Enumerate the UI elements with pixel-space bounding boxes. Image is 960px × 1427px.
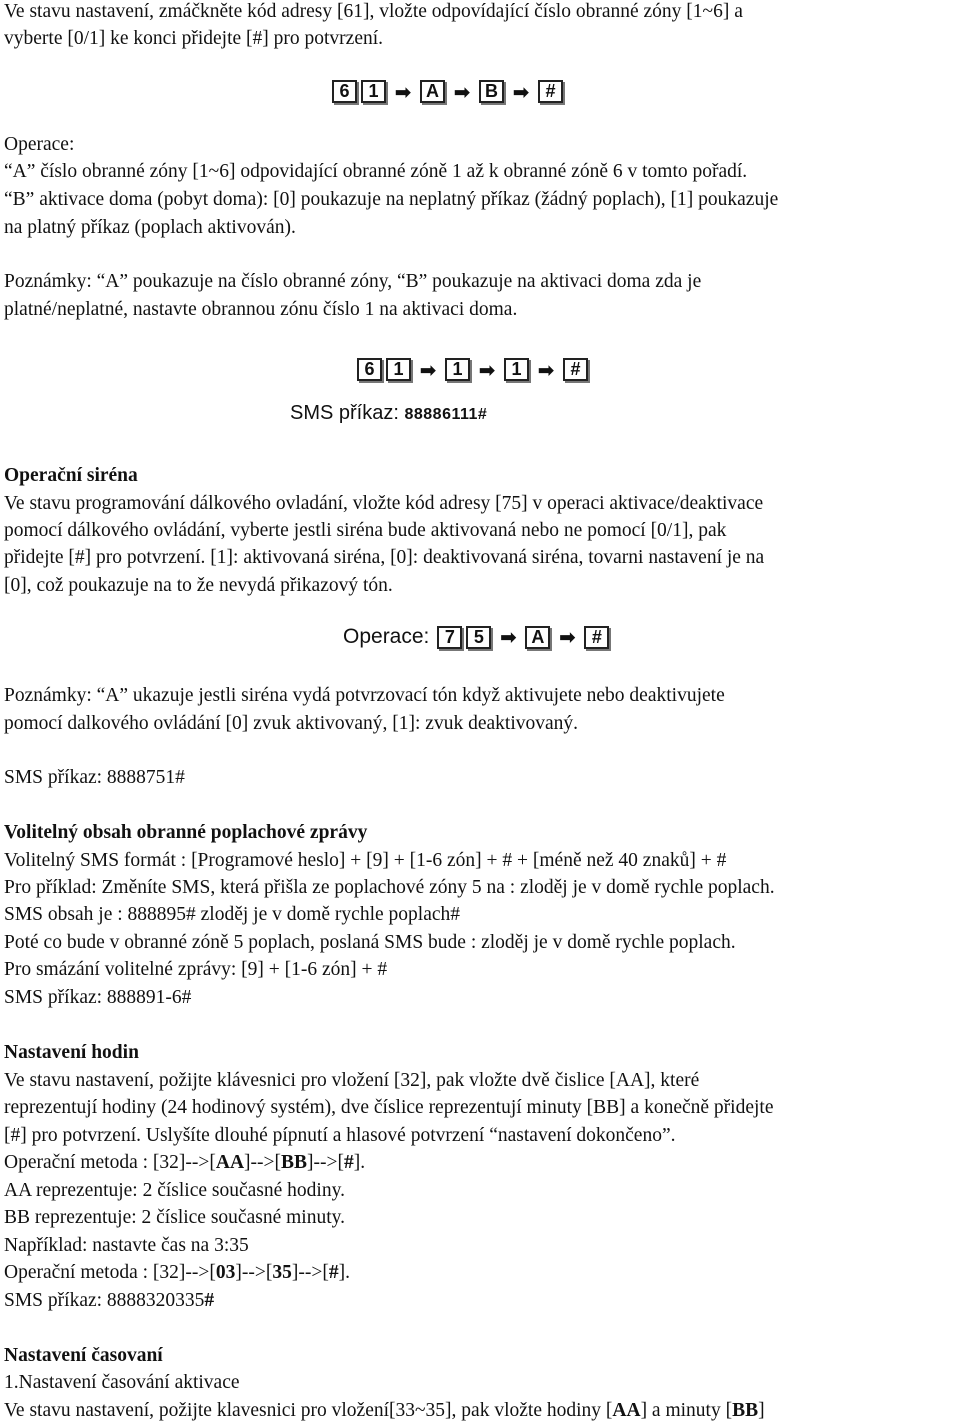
text-line: Operační metoda : [32]-->[03]-->[35]-->[#]. [4, 1262, 350, 1283]
arrow-right-icon: ➡ [512, 79, 530, 104]
text-line: pomocí dalkového ovládání [0] zvuk aktivovaný, [1]: zvuk deaktivovaný. [4, 713, 579, 734]
key-sequence-figure-3 [343, 625, 613, 649]
text-line: Poznámky: “A” ukazuje jestli siréna vydá potvrzovací tón když aktivujete nebo deaktivujete [4, 685, 725, 706]
text-line: 1.Nastavení časování aktivace [4, 1372, 240, 1393]
section-heading: Volitelný obsah obranné poplachové zprávy [4, 822, 368, 843]
section-heading: Operační siréna [4, 465, 138, 486]
text-line: Poznámky: “A” poukazuje na číslo obranné zóny, “B” poukazuje na aktivaci doma zda je [4, 271, 702, 292]
arrow-right-icon: ➡ [559, 625, 576, 649]
text-line: Ve stavu nastavení, zmáčkněte kód adresy [61], vložte odpovídající číslo obranné zóny [1~6] a [4, 1, 743, 22]
key-6: 6 [332, 80, 357, 103]
key-5: 5 [466, 626, 491, 649]
text-line: SMS příkaz: 8888320335# [4, 1290, 215, 1311]
text-line: platné/neplatné, nastavte obrannou zónu číslo 1 na aktivaci doma. [4, 299, 518, 320]
text-line: Ve stavu nastavení, požijte klavesnici pro vložení[33~35], pak vložte hodiny [AA] a minuty [BB] [4, 1400, 765, 1421]
sms-caption-label: SMS příkaz: [290, 402, 399, 424]
text-line: SMS příkaz: 8888751# [4, 767, 185, 788]
text-line: Poté co bude v obranné zóně 5 poplach, poslaná SMS bude : zloděj je v domě rychle poplach. [4, 932, 736, 953]
arrow-right-icon: ➡ [500, 625, 517, 649]
key-6: 6 [357, 358, 382, 381]
key-1: 1 [386, 358, 411, 381]
text-line: [0], což poukazuje na to že nevydá přikazový tón. [4, 575, 393, 596]
key-7: 7 [437, 626, 462, 649]
text-line: vyberte [0/1] ke konci přidejte [#] pro potvrzení. [4, 28, 384, 49]
arrow-right-icon: ➡ [537, 357, 555, 382]
key-sequence-figure-2 [357, 358, 592, 381]
text-line: Ve stavu nastavení, požijte klávesnici pro vložení [32], pak vložte dvě čislice [AA], které [4, 1070, 700, 1091]
key-a: A [420, 80, 445, 103]
arrow-right-icon: ➡ [453, 79, 471, 104]
operation-label: Operace: [343, 625, 430, 648]
arrow-right-icon: ➡ [478, 357, 496, 382]
arrow-right-icon: ➡ [419, 357, 437, 382]
text-line: přidejte [#] pro potvrzení. [1]: aktivovaná siréna, [0]: deaktivovaná siréna, tovarni nastavení je na [4, 547, 765, 568]
key-b: B [479, 80, 504, 103]
text-line: “B” aktivace doma (pobyt doma): [0] poukazuje na neplatný příkaz (žádný poplach), [1] poukazuje [4, 189, 779, 210]
key-1: 1 [504, 358, 529, 381]
key-1: 1 [361, 80, 386, 103]
key-hash: # [538, 80, 563, 103]
text-line: Volitelný SMS formát : [Programové heslo] + [9] + [1-6 zón] + # + [méně než 40 znaků] + # [4, 850, 727, 871]
text-line: [#] pro potvrzení. Uslyšíte dlouhé pípnutí a hlasové potvrzení “nastavení dokončeno”. [4, 1125, 676, 1146]
text-line: AA reprezentuje: 2 číslice současné hodiny. [4, 1180, 345, 1201]
text-line: BB reprezentuje: 2 číslice současné minuty. [4, 1207, 345, 1228]
text-line: Operace: [4, 134, 75, 155]
sms-command-caption [290, 402, 487, 425]
text-line: Operační metoda : [32]-->[AA]-->[BB]-->[#]. [4, 1152, 366, 1173]
text-line: reprezentují hodiny (24 hodinový systém), dve číslice reprezentují minuty [BB] a konečně přidejte [4, 1097, 774, 1118]
text-line: SMS obsah je : 888895# zloděj je v domě rychle poplach# [4, 904, 461, 925]
key-hash: # [584, 626, 609, 649]
key-sequence-figure-1 [332, 80, 567, 103]
section-heading: Nastavení hodin [4, 1042, 139, 1063]
section-heading: Nastavení časovaní [4, 1345, 163, 1366]
text-line: SMS příkaz: 888891-6# [4, 987, 192, 1008]
text-line: Například: nastavte čas na 3:35 [4, 1235, 249, 1256]
text-line: na platný příkaz (poplach aktivován). [4, 217, 296, 238]
arrow-right-icon: ➡ [394, 79, 412, 104]
text-line: Ve stavu programování dálkového ovladání, vložte kód adresy [75] v operaci aktivace/deaktivace [4, 493, 764, 514]
text-line: pomocí dálkového ovládání, vyberte jestli siréna bude aktivovaná nebo ne pomocí [0/1], pak [4, 520, 727, 541]
key-1: 1 [445, 358, 470, 381]
text-line: Pro příklad: Změníte SMS, která přišla ze poplachové zóny 5 na : zloděj je v domě rychle poplach. [4, 877, 775, 898]
text-line: Pro smázání volitelné zprávy: [9] + [1-6 zón] + # [4, 959, 388, 980]
key-hash: # [563, 358, 588, 381]
key-a: A [525, 626, 550, 649]
sms-caption-number: 88886111# [404, 406, 488, 423]
text-line: “A” číslo obranné zóny [1~6] odpovidající obranné zóně 1 až k obranné zóně 6 v tomto pořadí. [4, 161, 748, 182]
